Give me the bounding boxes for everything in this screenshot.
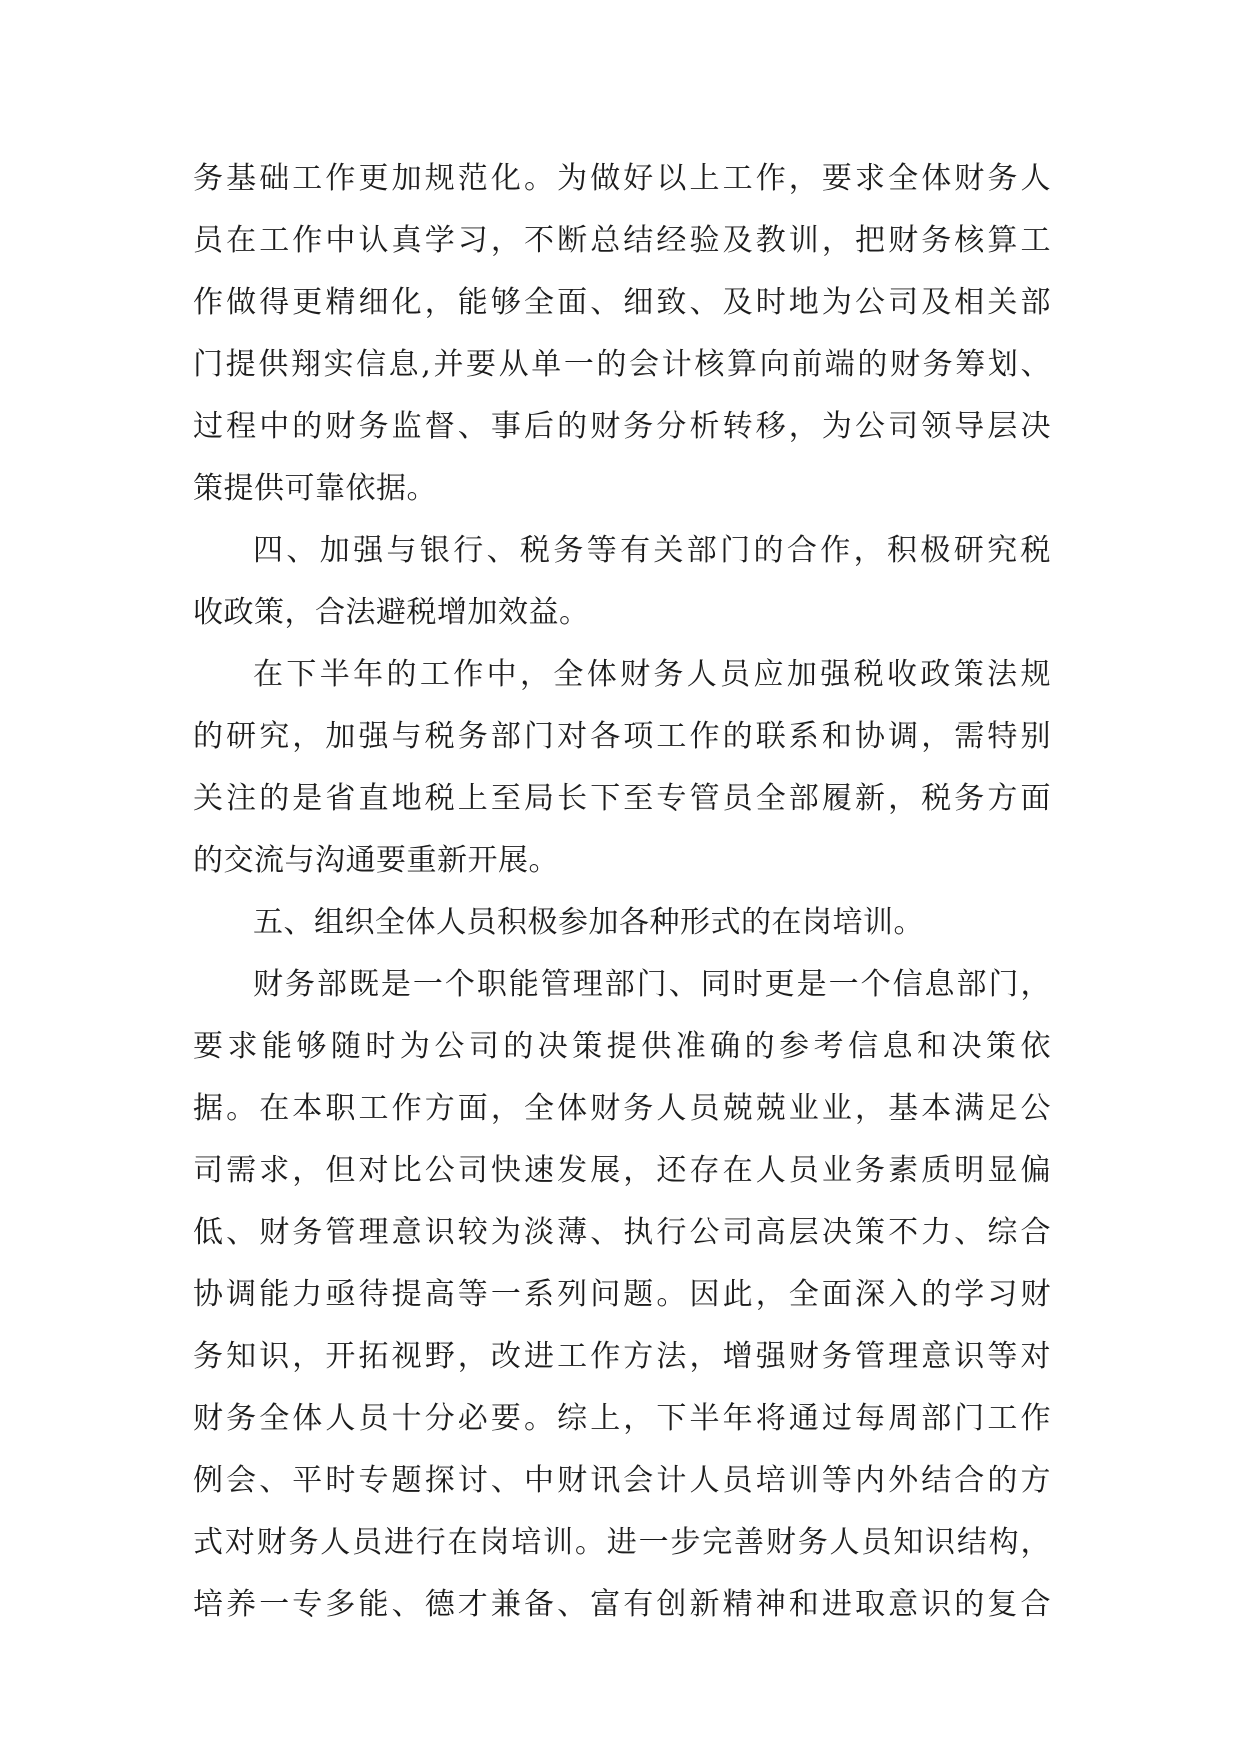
text-line: 式对财务人员进行在岗培训。进一步完善财务人员知识结构， — [193, 1525, 1051, 1560]
text-line: 协调能力亟待提高等一系列问题。因此，全面深入的学习财 — [193, 1277, 1051, 1312]
text-line: 低、财务管理意识较为淡薄、执行公司高层决策不力、综合 — [193, 1215, 1051, 1250]
text-line: 的交流与沟通要重新开展。 — [193, 843, 559, 878]
text-line: 关注的是省直地税上至局长下至专管员全部履新，税务方面 — [193, 781, 1051, 816]
text-line: 过程中的财务监督、事后的财务分析转移，为公司领导层决 — [193, 409, 1051, 444]
text-line: 财务全体人员十分必要。综上，下半年将通过每周部门工作 — [193, 1401, 1051, 1436]
text-line: 例会、平时专题探讨、中财讯会计人员培训等内外结合的方 — [193, 1463, 1051, 1498]
text-line: 据。在本职工作方面，全体财务人员兢兢业业，基本满足公 — [193, 1091, 1051, 1126]
document-body — [193, 148, 1051, 1636]
text-line: 司需求，但对比公司快速发展，还存在人员业务素质明显偏 — [193, 1153, 1051, 1188]
text-line: 在下半年的工作中，全体财务人员应加强税收政策法规 — [253, 657, 1051, 692]
text-line: 的研究，加强与税务部门对各项工作的联系和协调，需特别 — [193, 719, 1051, 754]
section-heading-line: 收政策，合法避税增加效益。 — [193, 595, 590, 630]
text-line: 培养一专多能、德才兼备、富有创新精神和进取意识的复合 — [193, 1587, 1051, 1622]
text-line: 门提供翔实信息,并要从单一的会计核算向前端的财务筹划、 — [193, 347, 1051, 382]
section-heading-line: 五、组织全体人员积极参加各种形式的在岗培训。 — [253, 905, 924, 940]
text-line: 务基础工作更加规范化。为做好以上工作，要求全体财务人 — [193, 161, 1051, 196]
text-line: 务知识，开拓视野，改进工作方法，增强财务管理意识等对 — [193, 1339, 1051, 1374]
section-heading-line: 四、加强与银行、税务等有关部门的合作，积极研究税 — [253, 533, 1051, 568]
text-line: 策提供可靠依据。 — [193, 471, 437, 506]
text-line: 作做得更精细化，能够全面、细致、及时地为公司及相关部 — [193, 285, 1051, 320]
text-line: 财务部既是一个职能管理部门、同时更是一个信息部门， — [253, 967, 1051, 1002]
text-line: 员在工作中认真学习，不断总结经验及教训，把财务核算工 — [193, 223, 1051, 258]
text-line: 要求能够随时为公司的决策提供准确的参考信息和决策依 — [193, 1029, 1051, 1064]
